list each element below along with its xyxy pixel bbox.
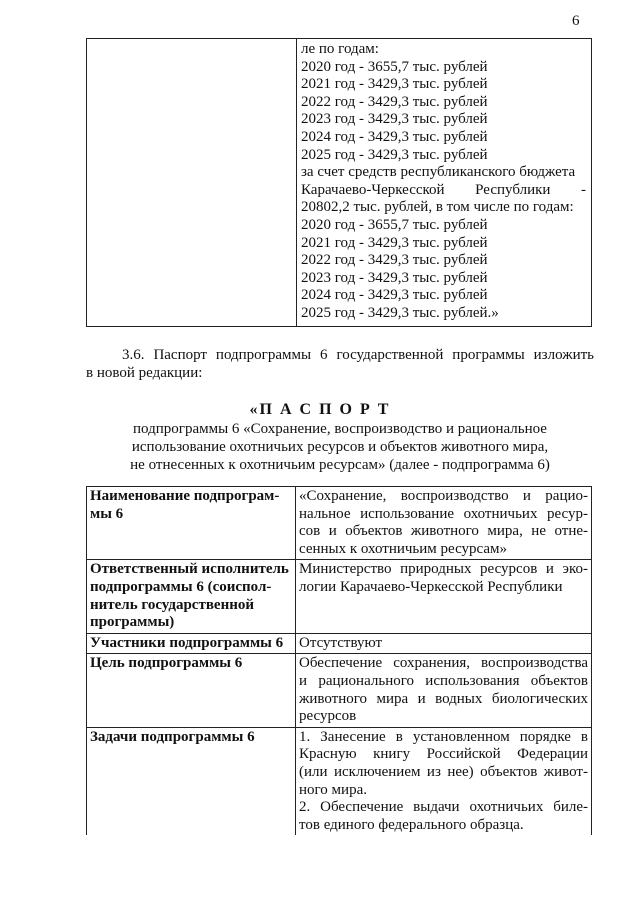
table-row bbox=[87, 633, 592, 654]
passport-title: «П А С П О Р Т bbox=[249, 401, 391, 418]
row-key bbox=[87, 654, 296, 727]
table-row bbox=[87, 560, 592, 633]
value-line: и рационального использования объектов bbox=[299, 672, 588, 689]
funding-line: 2025 год - 3429,3 тыс. рублей.» bbox=[301, 304, 499, 321]
value-line: сенных к охотничьим ресурсам» bbox=[299, 540, 508, 557]
funding-continuation-table bbox=[86, 38, 592, 327]
funding-line: ле по годам: bbox=[301, 41, 379, 57]
value-line: логии Карачаево-Черкесской Республики bbox=[299, 578, 563, 595]
value-line: Министерство природных ресурсов и эко- bbox=[299, 561, 588, 578]
row-value bbox=[296, 654, 592, 727]
subtitle-line: подпрограммы 6 «Сохранение, воспроизводство и рациональное bbox=[133, 421, 547, 437]
funding-line: 2025 год - 3429,3 тыс. рублей bbox=[301, 146, 488, 163]
key-line: Задачи подпрограммы 6 bbox=[90, 728, 255, 745]
funding-line: 2021 год - 3429,3 тыс. рублей bbox=[301, 234, 488, 251]
row-value bbox=[296, 560, 592, 633]
word: Карачаево-Черкесской bbox=[301, 181, 445, 198]
funding-line: 2023 год - 3429,3 тыс. рублей bbox=[301, 111, 488, 128]
value-line: 2. Обеспечение выдачи охотничьих биле- bbox=[299, 799, 588, 816]
row-value bbox=[296, 727, 592, 835]
value-line: сов и объектов животного мира, не отне- bbox=[299, 523, 588, 540]
row-key bbox=[87, 487, 296, 560]
table-row bbox=[87, 487, 592, 560]
subtitle-line: не отнесенных к охотничьим ресурсам» (далее - подпрограмма 6) bbox=[130, 457, 550, 473]
funding-line: 2024 год - 3429,3 тыс. рублей bbox=[301, 287, 488, 304]
funding-line-justified bbox=[301, 182, 586, 200]
funding-line: 2024 год - 3429,3 тыс. рублей bbox=[301, 128, 488, 145]
value-line: ного мира. bbox=[299, 781, 367, 798]
passport-table bbox=[86, 486, 592, 835]
funding-line: за счет средств республиканского бюджета bbox=[301, 164, 576, 181]
value-line: 1. Занесение в установленном порядке в bbox=[299, 728, 588, 745]
table-row bbox=[87, 654, 592, 727]
value-line: Обеспечение сохранения, воспроизводства bbox=[299, 655, 588, 672]
key-line: нитель государственной bbox=[90, 596, 255, 613]
funding-text-cell bbox=[297, 39, 592, 327]
subtitle-line: использование охотничьих ресурсов и объектов животного мира, bbox=[131, 439, 549, 455]
key-line: Ответственный исполнитель bbox=[90, 561, 289, 578]
funding-line: 2022 год - 3429,3 тыс. рублей bbox=[301, 93, 488, 110]
table-row bbox=[87, 727, 592, 835]
funding-line: 2021 год - 3429,3 тыс. рублей bbox=[301, 76, 488, 93]
paragraph-line-1: 3.6. Паспорт подпрограммы 6 государственной программы изложить bbox=[122, 347, 594, 363]
row-value bbox=[296, 633, 592, 654]
value-line: тов единого федерального образца. bbox=[299, 816, 524, 833]
value-line: «Сохранение, воспроизводство и рацио- bbox=[299, 488, 588, 504]
funding-line: 2020 год - 3655,7 тыс. рублей bbox=[301, 58, 488, 75]
value-line: животного мира и водных биологических bbox=[299, 690, 588, 707]
key-line: Цель подпрограммы 6 bbox=[90, 655, 243, 672]
page-number: 6 bbox=[572, 13, 580, 29]
word: - bbox=[580, 181, 586, 198]
row-key bbox=[87, 560, 296, 633]
value-line: нальное использование охотничьих ресур- bbox=[299, 505, 588, 522]
empty-left-cell bbox=[87, 39, 297, 327]
funding-line: 2022 год - 3429,3 тыс. рублей bbox=[301, 252, 488, 269]
funding-line: 2020 год - 3655,7 тыс. рублей bbox=[301, 216, 488, 233]
value-line: (или исключением из нее) объектов живот- bbox=[299, 763, 588, 780]
funding-line: 2023 год - 3429,3 тыс. рублей bbox=[301, 269, 488, 286]
row-key bbox=[87, 633, 296, 654]
funding-line: 20802,2 тыс. рублей, в том числе по годам: bbox=[301, 199, 574, 216]
value-line: Отсутствуют bbox=[299, 634, 383, 651]
key-line: Наименование подпрограм- bbox=[90, 488, 280, 504]
value-line: Красную книгу Российской Федерации bbox=[299, 746, 588, 763]
value-line: ресурсов bbox=[299, 708, 357, 725]
paragraph-line-2: в новой редакции: bbox=[86, 365, 203, 381]
row-value bbox=[296, 487, 592, 560]
key-line: программы) bbox=[90, 614, 175, 631]
passport-subtitle bbox=[86, 420, 594, 474]
row-key bbox=[87, 727, 296, 835]
key-line: Участники подпрограммы 6 bbox=[90, 634, 284, 651]
key-line: мы 6 bbox=[90, 505, 124, 522]
amendment-paragraph bbox=[86, 346, 594, 382]
key-line: подпрограммы 6 (соиспол- bbox=[90, 578, 272, 595]
word: Республики bbox=[475, 181, 551, 198]
